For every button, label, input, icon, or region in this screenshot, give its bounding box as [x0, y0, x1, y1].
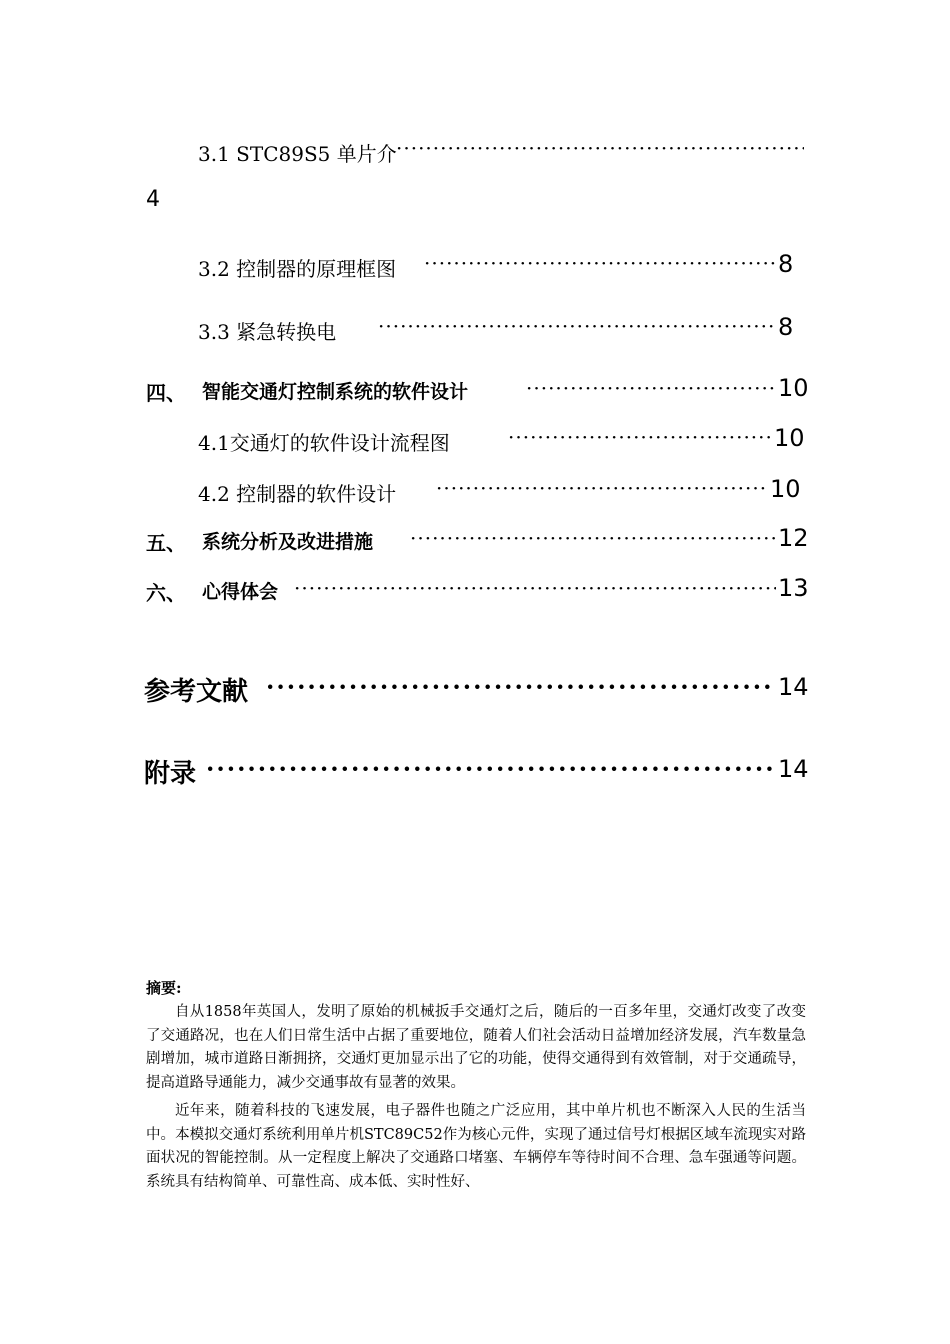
toc-references-leader: [266, 672, 774, 701]
toc-references-page: 14: [778, 673, 809, 701]
toc-chapter-6-label: 心得体会: [202, 581, 279, 603]
toc-chapter-4-page: 10: [778, 374, 809, 402]
toc-entry-3-3-leader: [378, 314, 776, 338]
toc-appendix-page: 14: [778, 755, 809, 783]
toc-chapter-5-leader: [410, 526, 776, 550]
toc-entry-3-2-page: 8: [778, 250, 794, 278]
toc-entry-4-1-leader: [508, 425, 772, 449]
toc-entry-3-2-leader: [424, 251, 776, 275]
toc-entry-3-3-page: 8: [778, 313, 794, 341]
toc-entry-3-2-label: 3.2 控制器的原理框图: [198, 257, 397, 281]
abstract-paragraph-1: 自从1858年英国人，发明了原始的机械扳手交通灯之后，随后的一百多年里，交通灯改变了改变了交通路况，也在人们日常生活中占据了重要地位，随着人们社会活动日益增加经济发展，汽车数量急剧增加，城市道路日渐拥挤，交通灯更加显示出了它的功能，使得交通得到有效管制，对于交通疏导，提高道路导通能力，减少交通事故有显著的效果。: [146, 1004, 806, 1091]
toc-entry-4-1-page: 10: [774, 424, 805, 452]
toc-appendix-label: 附录: [144, 759, 197, 789]
toc-references-label: 参考文献: [144, 677, 249, 707]
toc-chapter-5-label: 系统分析及改进措施: [202, 531, 374, 553]
toc-entry-4-1-label: 4.1交通灯的软件设计流程图: [198, 431, 450, 455]
toc-chapter-6-leader: [294, 576, 776, 600]
toc-entry-4-2-label: 4.2 控制器的软件设计: [198, 482, 397, 506]
toc-entry-4-2-leader: [436, 476, 768, 500]
abstract-title: 摘要:: [146, 979, 182, 997]
toc-chapter-5-number: 五、: [146, 531, 186, 555]
toc-entry-3-1-label: 3.1 STC89S5 单片介: [198, 142, 397, 166]
toc-entry-3-3-label: 3.3 紧急转换电: [198, 320, 337, 344]
toc-chapter-4-number: 四、: [146, 381, 186, 405]
toc-chapter-6-number: 六、: [146, 581, 186, 605]
toc-entry-3-1-page: 4: [146, 187, 160, 212]
toc-chapter-6-page: 13: [778, 574, 809, 602]
abstract-paragraph-2: 近年来，随着科技的飞速发展，电子器件也随之广泛应用，其中单片机也不断深入人民的生活当中。本模拟交通灯系统利用单片机STC89C52作为核心元件，实现了通过信号灯根据区域车流现实对路面状况的智能控制。从一定程度上解决了交通路口堵塞、车辆停车等待时间不合理、急车强通等问题。系统具有结构简单、可靠性高、成本低、实时性好、: [146, 1103, 806, 1190]
toc-entry-4-2-page: 10: [770, 475, 801, 503]
toc-chapter-4-label: 智能交通灯控制系统的软件设计: [202, 381, 469, 403]
toc-appendix-leader: [206, 754, 774, 783]
toc-chapter-4-leader: [526, 376, 776, 400]
toc-entry-3-1-leader: [396, 136, 804, 160]
toc-chapter-5-page: 12: [778, 524, 809, 552]
